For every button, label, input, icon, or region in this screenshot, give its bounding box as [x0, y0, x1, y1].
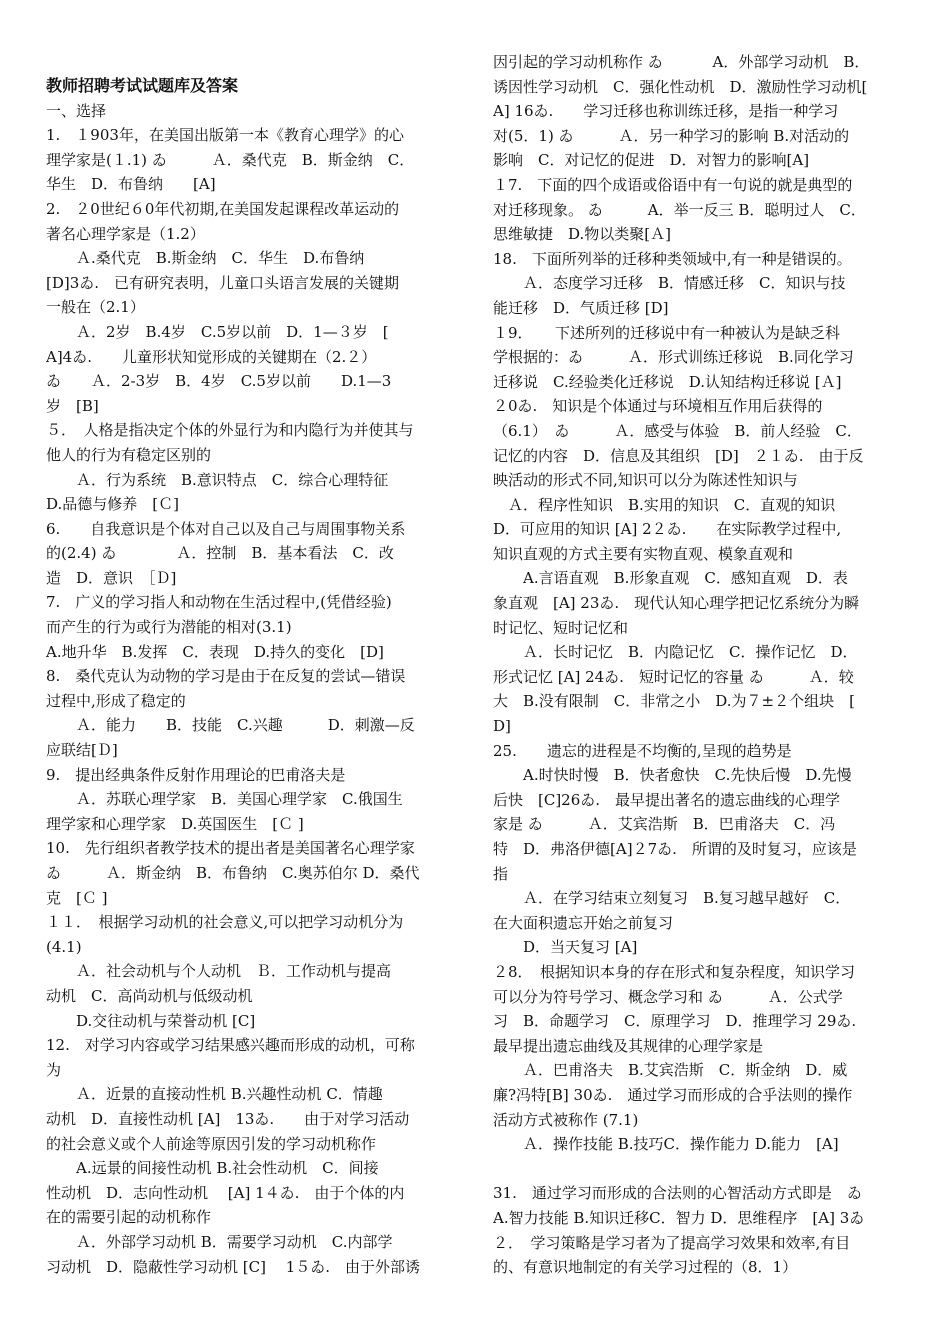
right-column-line: 在大面积遗忘开始之前复习	[493, 913, 674, 932]
right-column-line: １9． 下述所列的迁移说中有一种被认为是缺乏科	[493, 323, 841, 342]
document-title: 教师招聘考试试题库及答案	[46, 76, 239, 95]
left-column-line: Ａ．2岁 B.4岁 C.5岁以前 D．1—３岁 [	[46, 322, 389, 341]
right-column-line: 影响 C．对记忆的促进 D．对智力的影响[A]	[493, 151, 810, 170]
right-column-line: 后快 [C]26ゐ. 最早提出著名的遗忘曲线的心理学	[493, 790, 841, 809]
right-column-line: 思维敏捷 D.物以类聚[Ａ]	[493, 225, 671, 244]
right-column-line: Ａ．操作技能 B.技巧C．操作能力 D.能力 [A]	[493, 1135, 839, 1154]
left-column-line: 著名心理学家是（1.2）	[46, 224, 205, 243]
left-column-line: 在的需要引起的动机称作	[46, 1208, 212, 1227]
left-column-line: 岁 [B]	[46, 396, 99, 415]
left-column-line: Ａ．能力 B．技能 C.兴趣 D．刺激—反	[46, 716, 415, 735]
right-column-line: （6.1） ゐ Ａ．感受与体验 B．前人经验 C．	[493, 421, 862, 440]
right-column-line: 对(5．1) ゐ Ａ．另一种学习的影响 B.对活动的	[493, 126, 850, 145]
left-column-line: Ａ.桑代克 B.斯金纳 C．华生 D.布鲁纳	[46, 249, 365, 268]
right-column-line: Ａ．程序性知识 B.实用的知识 C．直观的知识	[493, 495, 836, 514]
left-column-line: 12. 对学习内容或学习结果感兴趣而形成的动机，可称	[46, 1036, 415, 1055]
right-column-line: 习 B．命题学习 C．原理学习 D．推理学习 29ゐ.	[493, 1012, 857, 1031]
left-column-line: 为	[46, 1060, 62, 1079]
left-column-line: 1. １903年，在美国出版第一本《教育心理学》的心	[46, 126, 404, 145]
right-column-line: 可以分为符号学习、概念学习和 ゐ Ａ．公式学	[493, 987, 843, 1006]
right-column-line: 学根据的：ゐ Ａ．形式训练迁移说 B.同化学习	[493, 348, 854, 367]
right-column-line: 最早提出遗忘曲线及其规律的心理学家是	[493, 1036, 764, 1055]
right-column-line: 诱因性学习动机 C．强化性动机 D．激励性学习动机[	[493, 77, 868, 96]
left-column-line: 动机 C．高尚动机与低级动机	[46, 986, 253, 1005]
left-column-line: 10. 先行组织者教学技术的提出者是美国著名心理学家	[46, 839, 415, 858]
right-column-line: A] 16ゐ. 学习迁移也称训练迁移，是指一种学习	[493, 102, 839, 121]
right-column-line: D．当天复习 [A]	[493, 938, 638, 957]
left-column-line: 一般在（2.1）	[46, 298, 145, 317]
left-column-line: A.地升华 B.发挥 C．表现 D.持久的变化 [D]	[46, 642, 384, 661]
left-column-line: 的(2.4) ゐ Ａ．控制 B．基本看法 C．改	[46, 544, 394, 563]
left-column-line: 2. ２0世纪６0年代初期,在美国发起课程改革运动的	[46, 199, 400, 218]
right-column-line: Ａ．态度学习迁移 B．情感迁移 C．知识与技	[493, 274, 846, 293]
right-column-line: ２8． 根据知识本身的存在形式和复杂程度，知识学习	[493, 962, 856, 981]
right-column-line: 因引起的学习动机称作 ゐ A．外部学习动机 B．	[493, 53, 870, 71]
left-column-line: [D]3ゐ. 已有研究表明，儿童口头语言发展的关键期	[46, 273, 400, 292]
left-column-line: ５． 人格是指决定个体的外显行为和内隐行为并使其与	[46, 421, 414, 440]
left-column-line: Ａ．外部学习动机 B．需要学习动机 C.内部学	[46, 1232, 393, 1251]
left-column-line: 他人的行为有稳定区别的	[46, 445, 212, 464]
right-column-line: A.言语直观 B.形象直观 C．感知直观 D．表	[493, 569, 848, 588]
right-column-line: ２0ゐ. 知识是个体通过与环境相互作用后获得的	[493, 397, 823, 416]
left-column-line: Ａ．苏联心理学家 B．美国心理学家 C.俄国生	[46, 790, 403, 809]
right-column-line: 记忆的内容 D．信息及其组织 [D] ２１ゐ. 由于反	[493, 446, 864, 465]
left-column-line: 9. 提出经典条件反射作用理论的巴甫洛夫是	[46, 765, 346, 784]
left-column-line: ゐ Ａ．斯金纳 B．布鲁纳 C.奥苏伯尔 D．桑代	[46, 864, 420, 882]
right-column-line: Ａ．长时记忆 B．内隐记忆 C．操作记忆 D．	[493, 643, 858, 662]
left-column-line: (4.1)	[46, 937, 82, 956]
left-column-line: 过程中,形成了稳定的	[46, 691, 186, 710]
left-column-line: 性动机 D．志向性动机 [A] 1４ゐ. 由于个体的内	[46, 1183, 405, 1202]
left-column-line: 克 [Ｃ ]	[46, 888, 108, 907]
left-column-line: D.品德与修养 [Ｃ]	[46, 495, 179, 514]
right-column-line: 形式记忆 [A] 24ゐ. 短时记忆的容量 ゐ Ａ．较	[493, 667, 854, 686]
left-column	[46, 0, 464, 1279]
right-column-line: 活动方式被称作 (7.1)	[493, 1110, 639, 1129]
left-column-line: 理学家是(１.1) ゐ Ａ．桑代克 B．斯金纳 C．	[46, 150, 415, 169]
left-column-line: 6. 自我意识是个体对自己以及自己与周围事物关系	[46, 519, 406, 538]
right-column-line: 18. 下面所列举的迁移种类领域中,有一种是错误的。	[493, 249, 852, 268]
right-column-line: 能迁移 D．气质迁移 [D]	[493, 298, 669, 317]
left-column-line: 的社会意义或个人前途等原因引发的学习动机称作	[46, 1134, 377, 1153]
right-column-line: ２． 学习策略是学习者为了提高学习效果和效率,有目	[493, 1233, 851, 1252]
right-column-line: D．可应用的知识 [A] 2２ゐ. 在实际教学过程中,	[493, 520, 842, 539]
left-column-line: 动机 D．直接性动机 [A] 13ゐ. 由于对学习活动	[46, 1109, 410, 1128]
right-column-line: 25. 遗忘的进程是不均衡的,呈现的趋势是	[493, 741, 792, 760]
right-column-line: 大 B.没有限制 C．非常之小 D.为７±２个组块 [	[493, 692, 855, 711]
right-column-line: 知识直观的方式主要有实物直观、模象直观和	[493, 544, 794, 563]
left-column-line: D.交往动机与荣誉动机 [C]	[46, 1011, 256, 1030]
left-column-line: 应联结[Ｄ]	[46, 741, 118, 760]
right-column-line: 迁移说 C.经验类化迁移说 D.认知结构迁移说 [Ａ]	[493, 372, 842, 391]
left-column-line: 理学家和心理学家 D.英国医生 [Ｃ ]	[46, 814, 304, 833]
right-column-line: Ａ．巴甫洛夫 B.艾宾浩斯 C．斯金纳 D．威	[493, 1061, 848, 1080]
right-column-line: １7. 下面的四个成语或俗语中有一句说的就是典型的	[493, 175, 853, 194]
left-column-line: ゐ Ａ．2-3岁 B．4岁 C.5岁以前 D.1—3	[46, 372, 392, 391]
left-column-line: Ａ．行为系统 B.意识特点 C．综合心理特征	[46, 470, 389, 489]
right-column-line: 映活动的形式不同,知识可以分为陈述性知识与	[493, 471, 798, 490]
left-column-line: A.远景的间接性动机 B.社会性动机 C．间接	[46, 1159, 379, 1178]
right-column-line: 指	[493, 864, 509, 883]
right-column-line: 的、有意识地制定的有关学习过程的（8．1）	[493, 1258, 798, 1277]
left-column-line: Ａ．社会动机与个人动机 Ｂ．工作动机与提高	[46, 962, 392, 981]
right-column-line: Ａ．在学习结束立刻复习 B.复习越早越好 C．	[493, 889, 851, 908]
left-column-line: 华生 D．布鲁纳 [A]	[46, 175, 216, 194]
right-column-line: A.智力技能 B.知识迁移C．智力 D．思维程序 [A] 3ゐ	[493, 1208, 865, 1227]
right-column-line: A.时快时慢 B．快者愈快 C.先快后慢 D.先慢	[493, 766, 852, 785]
right-column-line: D]	[493, 717, 511, 736]
left-column-line: 而产生的行为或行为潜能的相对(3.1)	[46, 618, 292, 637]
right-column-line: 时记忆、短时记忆和	[493, 618, 629, 637]
left-column-line: 习动机 D．隐蔽性学习动机 [C] 1５ゐ. 由于外部诱	[46, 1257, 421, 1276]
right-column-line: 廉?冯特[B] 30ゐ. 通过学习而形成的合乎法则的操作	[493, 1085, 853, 1104]
left-column-line: A]4ゐ. 儿童形状知觉形成的关键期在（2.２）	[46, 347, 377, 366]
right-column-line: 对迁移现象。 ゐ A．举一反三 B．聪明过人 C．	[493, 200, 866, 219]
left-column-line: 一、选择	[46, 101, 107, 120]
right-column-line	[493, 1157, 908, 1182]
left-column-line: 造 D．意识 ［Ｄ]	[46, 568, 177, 587]
left-column-line: 7. 广义的学习指人和动物在生活过程中,(凭借经验)	[46, 593, 392, 612]
right-column-line: 象直观 [A] 23ゐ. 现代认知心理学把记忆系统分为瞬	[493, 594, 860, 613]
right-column-line: 家是 ゐ Ａ．艾宾浩斯 B．巴甫洛夫 C．冯	[493, 815, 836, 834]
right-column-line: 31. 通过学习而形成的合法则的心智活动方式即是 ゐ	[493, 1184, 862, 1203]
left-column-line: １１． 根据学习动机的社会意义,可以把学习动机分为	[46, 913, 404, 932]
left-column-line: Ａ．近景的直接动性机 B.兴趣性动机 C．情趣	[46, 1085, 383, 1104]
right-column	[493, 0, 908, 1280]
left-column-line: 8. 桑代克认为动物的学习是由于在反复的尝试—错误	[46, 667, 406, 686]
right-column-line: 特 D．弗洛伊德[A]２7ゐ. 所谓的及时复习，应该是	[493, 840, 857, 858]
